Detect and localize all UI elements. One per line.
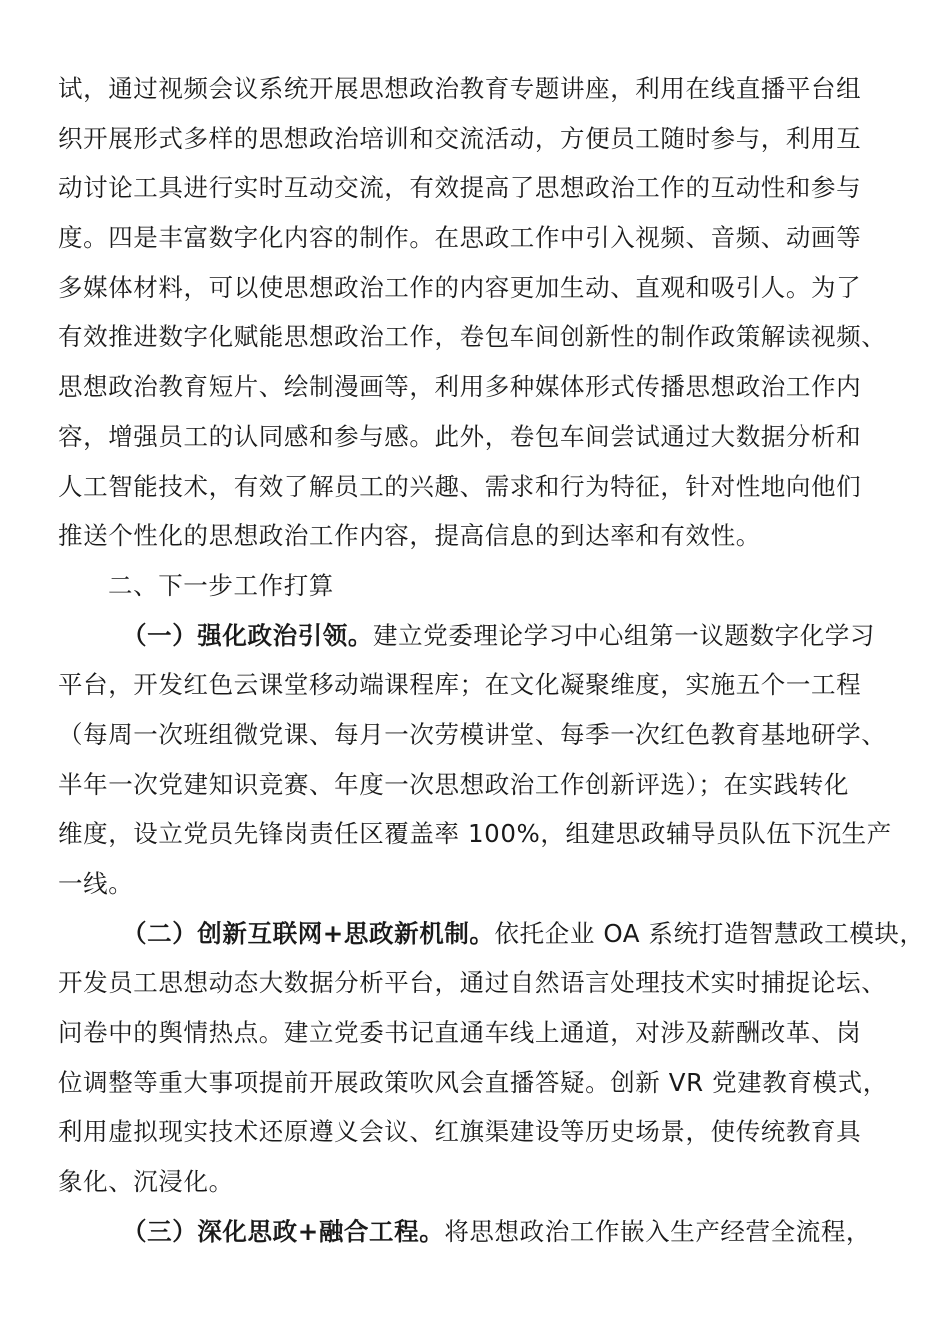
- item-1-first-line: [58, 611, 894, 661]
- paragraph-line: 利用虚拟现实技术还原遵义会议、红旗渠建设等历史场景，使传统教育具: [58, 1117, 862, 1147]
- paragraph-line: 织开展形式多样的思想政治培训和交流活动，方便员工随时参与，利用互: [58, 123, 862, 153]
- item-1-text: 建立党委理论学习中心组第一议题数字化学习: [373, 620, 875, 650]
- item-3-first-line: [58, 1207, 894, 1257]
- item-3-title: （三）深化思政+融合工程。: [122, 1216, 445, 1246]
- item-1-title: （一）强化政治引领。: [122, 620, 373, 650]
- paragraph-line: 推送个性化的思想政治工作内容，提高信息的到达率和有效性。: [58, 521, 761, 551]
- section-heading: 二、下一步工作打算: [108, 570, 334, 600]
- paragraph-line: 容，增强员工的认同感和参与感。此外，卷包车间尝试通过大数据分析和: [58, 421, 862, 451]
- paragraph-line: 维度，设立党员先锋岗责任区覆盖率 100%，组建思政辅导员队伍下沉生产: [58, 819, 892, 849]
- paragraph-line: 平台，开发红色云课堂移动端课程库；在文化凝聚维度，实施五个一工程: [58, 670, 862, 700]
- paragraph-line: 人工智能技术，有效了解员工的兴趣、需求和行为特征，针对性地向他们: [58, 471, 862, 501]
- paragraph-line: 思想政治教育短片、绘制漫画等，利用多种媒体形式传播思想政治工作内: [58, 372, 862, 402]
- paragraph-line: 象化、沉浸化。: [58, 1167, 234, 1197]
- paragraph-line: 多媒体材料，可以使思想政治工作的内容更加生动、直观和吸引人。为了: [58, 272, 862, 302]
- paragraph-line: 位调整等重大事项提前开展政策吹风会直播答疑。创新 VR 党建教育模式，: [58, 1067, 888, 1097]
- paragraph-line: （每周一次班组微党课、每月一次劳模讲堂、每季一次红色教育基地研学、: [58, 719, 887, 749]
- paragraph-line: 问卷中的舆情热点。建立党委书记直通车线上通道，对涉及薪酬改革、岗: [58, 1018, 862, 1048]
- paragraph-line: 一线。: [58, 869, 134, 898]
- paragraph-line: 试，通过视频会议系统开展思想政治教育专题讲座，利用在线直播平台组: [58, 74, 862, 103]
- paragraph-line: 有效推进数字化赋能思想政治工作，卷包车间创新性的制作政策解读视频、: [58, 322, 887, 352]
- paragraph-line: 开发员工思想动态大数据分析平台，通过自然语言处理技术实时捕捉论坛、: [58, 968, 887, 998]
- item-2-title: （二）创新互联网+思政新机制。: [122, 918, 495, 948]
- paragraph-line: 动讨论工具进行实时互动交流，有效提高了思想政治工作的互动性和参与: [58, 173, 862, 203]
- paragraph-line: 半年一次党建知识竞赛、年度一次思想政治工作创新评选）；在实践转化: [58, 769, 849, 799]
- item-2-text: 依托企业 OA 系统打造智慧政工模块，: [494, 918, 925, 948]
- item-3-text: 将思想政治工作嵌入生产经营全流程，: [444, 1216, 872, 1246]
- item-2-first-line: [58, 909, 925, 959]
- paragraph-line: 度。四是丰富数字化内容的制作。在思政工作中引入视频、音频、动画等: [58, 223, 862, 253]
- document-page: [58, 64, 925, 1257]
